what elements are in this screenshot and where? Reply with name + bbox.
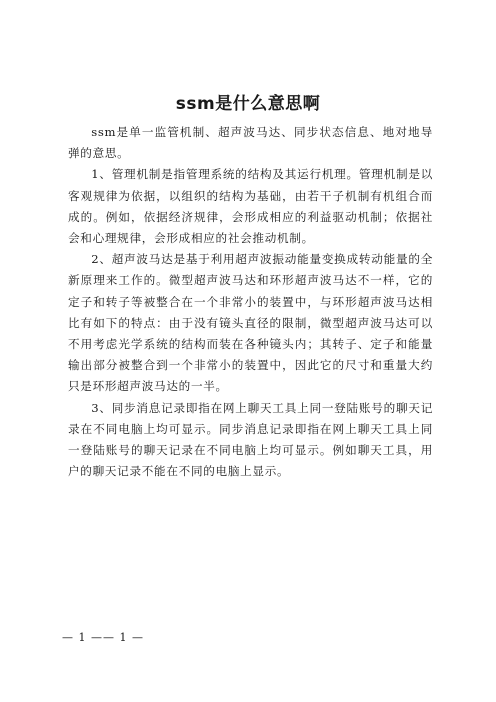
paragraph-sync-message: 3、同步消息记录即指在网上聊天工具上同一登陆账号的聊天记录在不同电脑上均可显示。同步消息记录即指在网上聊天工具上同一登陆账号的聊天记录在不同电脑上均可显示。例如聊天工具，用户的聊天记录不能在不同的电脑上显示。 <box>68 400 433 479</box>
paragraph-management-mechanism: 1、管理机制是指管理系统的结构及其运行机理。管理机制是以客观规律为依据，以组织的结构为基础，由若干子机制有机组合而成的。例如，依据经济规律，会形成相应的利益驱动机制；依据社会和心理规律，会形成相应的社会推动机制。 <box>68 167 433 246</box>
paragraph-intro: ssm是单一监管机制、超声波马达、同步状态信息、地对地导弹的意思。 <box>68 125 433 161</box>
paragraph-ultrasonic-motor: 2、超声波马达是基于利用超声波振动能量变换成转动能量的全新原理来工作的。微型超声波马达和环形超声波马达不一样，它的定子和转子等被整合在一个非常小的装置中，与环形超声波马达相比有如下的特点：由于没有镜头直径的限制，微型超声波马达可以不用考虑光学系统的结构而装在各种镜头内；其转子、定子和能量输出部分被整合到一个非常小的装置中，因此它的尺寸和重量大约只是环形超声波马达的一半。 <box>68 252 433 394</box>
document-body <box>68 122 433 482</box>
document-title: ssm是什么意思啊 <box>175 94 321 114</box>
page-footer: — 1 —— 1 — <box>62 631 144 644</box>
